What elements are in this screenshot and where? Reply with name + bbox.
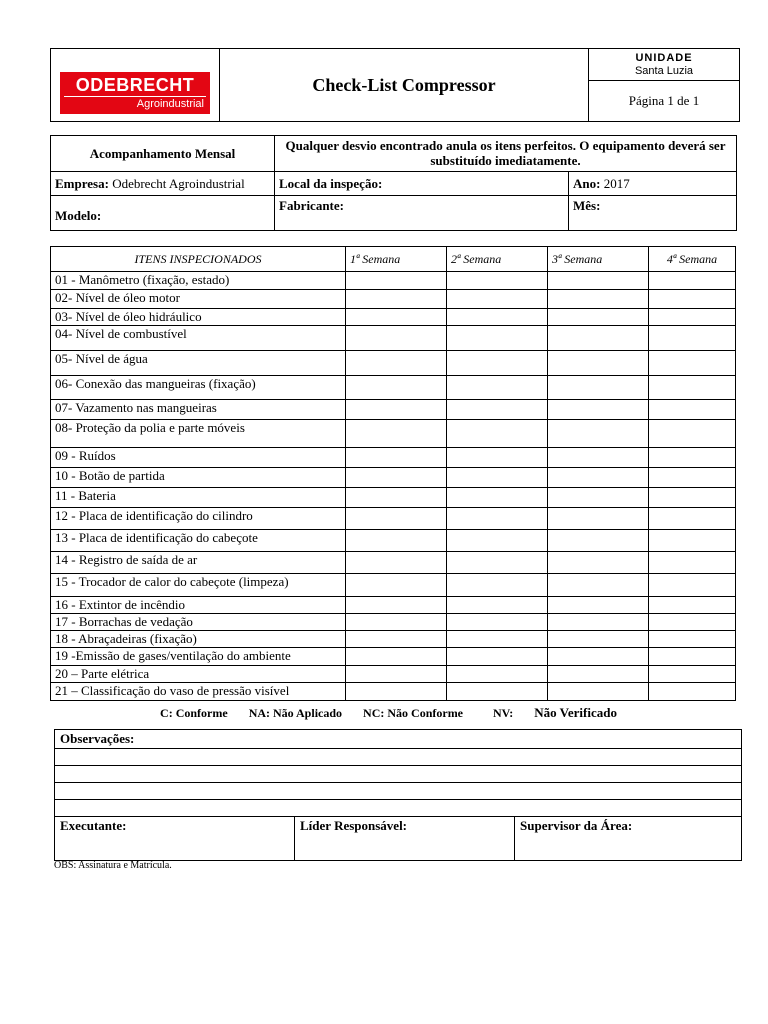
week-check-cell[interactable] bbox=[548, 400, 649, 420]
week-check-cell[interactable] bbox=[346, 448, 447, 468]
legend-nao-conforme: NC: Não Conforme bbox=[363, 706, 464, 720]
month-label: Mês: bbox=[573, 198, 601, 213]
week-check-cell[interactable] bbox=[346, 326, 447, 351]
supervisor-signature[interactable] bbox=[515, 817, 742, 861]
item-label: 01 - Manômetro (fixação, estado) bbox=[51, 272, 346, 290]
executor-label: Executante: bbox=[60, 818, 127, 833]
week-check-cell[interactable] bbox=[346, 488, 447, 508]
week-check-cell[interactable] bbox=[447, 400, 548, 420]
week-check-cell[interactable] bbox=[447, 488, 548, 508]
leader-label: Líder Responsável: bbox=[300, 818, 408, 833]
week-check-cell[interactable] bbox=[447, 631, 548, 648]
table-row bbox=[51, 290, 736, 309]
week-check-cell[interactable] bbox=[346, 614, 447, 631]
week-check-cell[interactable] bbox=[447, 309, 548, 326]
week-check-cell[interactable] bbox=[346, 351, 447, 376]
week-check-cell[interactable] bbox=[548, 326, 649, 351]
week-check-cell[interactable] bbox=[649, 488, 736, 508]
week-check-cell[interactable] bbox=[649, 597, 736, 614]
odebrecht-logo bbox=[60, 72, 210, 114]
observation-line[interactable] bbox=[55, 749, 742, 766]
week-check-cell[interactable] bbox=[649, 290, 736, 309]
week-check-cell[interactable] bbox=[447, 290, 548, 309]
legend-conforme: C: Conforme bbox=[160, 706, 228, 720]
logo-brand: ODEBRECHT bbox=[75, 75, 195, 95]
week-check-cell[interactable] bbox=[346, 574, 447, 597]
week-check-cell[interactable] bbox=[447, 552, 548, 574]
table-row bbox=[51, 272, 736, 290]
executor-signature[interactable] bbox=[55, 817, 295, 861]
week-check-cell[interactable] bbox=[447, 376, 548, 400]
observation-line[interactable] bbox=[55, 783, 742, 800]
item-label: 09 - Ruídos bbox=[51, 448, 346, 468]
item-label: 17 - Borrachas de vedação bbox=[51, 614, 346, 631]
week-check-cell[interactable] bbox=[649, 376, 736, 400]
week-check-cell[interactable] bbox=[649, 683, 736, 701]
observations-label: Observações: bbox=[55, 730, 742, 749]
week-check-cell[interactable] bbox=[447, 574, 548, 597]
week-check-cell[interactable] bbox=[649, 326, 736, 351]
legend-nao-aplicado: NA: Não Aplicado bbox=[248, 706, 343, 720]
item-label: 08- Proteção da polia e parte móveis bbox=[51, 420, 346, 448]
company-value: Odebrecht Agroindustrial bbox=[112, 175, 245, 191]
model-label: Modelo: bbox=[55, 208, 102, 223]
inspection-items-table bbox=[50, 246, 736, 701]
week-check-cell[interactable] bbox=[346, 309, 447, 326]
table-row bbox=[51, 648, 736, 666]
status-legend bbox=[50, 705, 736, 721]
week-check-cell[interactable] bbox=[447, 666, 548, 683]
table-row bbox=[51, 574, 736, 597]
observation-line[interactable] bbox=[55, 800, 742, 817]
week-check-cell[interactable] bbox=[346, 530, 447, 552]
item-label: 15 - Trocador de calor do cabeçote (limpeza) bbox=[51, 574, 346, 597]
year-label: Ano: bbox=[573, 175, 601, 191]
week-check-cell[interactable] bbox=[548, 552, 649, 574]
item-label: 07- Vazamento nas mangueiras bbox=[51, 400, 346, 420]
week-check-cell[interactable] bbox=[649, 666, 736, 683]
week-check-cell[interactable] bbox=[649, 309, 736, 326]
location-field[interactable] bbox=[275, 172, 569, 196]
item-label: 05- Nível de água bbox=[51, 351, 346, 376]
week-check-cell[interactable] bbox=[346, 400, 447, 420]
week-check-cell[interactable] bbox=[548, 420, 649, 448]
table-row bbox=[51, 326, 736, 351]
document-title: Check-List Compressor bbox=[220, 49, 589, 122]
week-check-cell[interactable] bbox=[447, 420, 548, 448]
week-check-cell[interactable] bbox=[447, 614, 548, 631]
leader-signature[interactable] bbox=[295, 817, 515, 861]
unit-label: UNIDADE bbox=[635, 51, 693, 64]
week-check-cell[interactable] bbox=[649, 614, 736, 631]
document-header bbox=[50, 48, 740, 122]
week-check-cell[interactable] bbox=[548, 448, 649, 468]
month-field[interactable] bbox=[569, 196, 737, 231]
week-check-cell[interactable] bbox=[447, 351, 548, 376]
item-label: 03- Nível de óleo hidráulico bbox=[51, 309, 346, 326]
week-check-cell[interactable] bbox=[548, 683, 649, 701]
week-check-cell[interactable] bbox=[346, 272, 447, 290]
week-check-cell[interactable] bbox=[548, 574, 649, 597]
table-row bbox=[51, 508, 736, 530]
week-header: 1ª Semana bbox=[346, 247, 447, 272]
item-label: 04- Nível de combustível bbox=[51, 326, 346, 351]
week-check-cell[interactable] bbox=[649, 648, 736, 666]
week-check-cell[interactable] bbox=[649, 508, 736, 530]
table-row bbox=[51, 530, 736, 552]
week-check-cell[interactable] bbox=[447, 683, 548, 701]
company-label: Empresa: bbox=[55, 175, 109, 191]
week-check-cell[interactable] bbox=[346, 468, 447, 488]
week-check-cell[interactable] bbox=[548, 631, 649, 648]
page-number: Página 1 de 1 bbox=[589, 81, 740, 122]
item-label: 02- Nível de óleo motor bbox=[51, 290, 346, 309]
item-label: 12 - Placa de identificação do cilindro bbox=[51, 508, 346, 530]
item-label: 14 - Registro de saída de ar bbox=[51, 552, 346, 574]
legend-nv-prefix: NV: bbox=[493, 706, 514, 720]
week-check-cell[interactable] bbox=[346, 597, 447, 614]
week-check-cell[interactable] bbox=[548, 488, 649, 508]
observations-signatures bbox=[54, 729, 742, 861]
table-row bbox=[51, 468, 736, 488]
table-row bbox=[51, 488, 736, 508]
week-check-cell[interactable] bbox=[447, 448, 548, 468]
week-check-cell[interactable] bbox=[447, 508, 548, 530]
week-check-cell[interactable] bbox=[346, 683, 447, 701]
observation-line[interactable] bbox=[55, 766, 742, 783]
table-row bbox=[51, 376, 736, 400]
logo-subtext: Agroindustrial bbox=[136, 98, 204, 110]
week-check-cell[interactable] bbox=[447, 272, 548, 290]
week-check-cell[interactable] bbox=[346, 376, 447, 400]
week-check-cell[interactable] bbox=[447, 468, 548, 488]
week-check-cell[interactable] bbox=[649, 530, 736, 552]
week-header: 3ª Semana bbox=[548, 247, 649, 272]
table-row bbox=[51, 666, 736, 683]
table-row bbox=[51, 597, 736, 614]
week-check-cell[interactable] bbox=[649, 574, 736, 597]
week-check-cell[interactable] bbox=[346, 420, 447, 448]
logo-cell bbox=[51, 49, 220, 122]
week-check-cell[interactable] bbox=[649, 631, 736, 648]
inspection-info bbox=[50, 135, 737, 231]
week-check-cell[interactable] bbox=[548, 272, 649, 290]
monitoring-label: Acompanhamento Mensal bbox=[51, 136, 275, 172]
company-field[interactable] bbox=[51, 172, 275, 196]
location-label: Local da inspeção: bbox=[279, 175, 383, 191]
unit-cell bbox=[589, 49, 740, 81]
week-check-cell[interactable] bbox=[649, 351, 736, 376]
week-check-cell[interactable] bbox=[649, 552, 736, 574]
item-label: 13 - Placa de identificação do cabeçote bbox=[51, 530, 346, 552]
table-row bbox=[51, 683, 736, 701]
week-check-cell[interactable] bbox=[649, 272, 736, 290]
item-label: 19 -Emissão de gases/ventilação do ambiente bbox=[51, 648, 346, 666]
table-row bbox=[51, 420, 736, 448]
items-header: ITENS INSPECIONADOS bbox=[51, 247, 346, 272]
item-label: 16 - Extintor de incêndio bbox=[51, 597, 346, 614]
week-check-cell[interactable] bbox=[649, 468, 736, 488]
table-row bbox=[51, 400, 736, 420]
table-row bbox=[51, 448, 736, 468]
item-label: 06- Conexão das mangueiras (fixação) bbox=[51, 376, 346, 400]
week-check-cell[interactable] bbox=[346, 508, 447, 530]
supervisor-label: Supervisor da Área: bbox=[520, 818, 633, 833]
week-check-cell[interactable] bbox=[649, 448, 736, 468]
week-check-cell[interactable] bbox=[548, 351, 649, 376]
week-check-cell[interactable] bbox=[548, 597, 649, 614]
unit-value: Santa Luzia bbox=[634, 64, 694, 77]
warning-text: Qualquer desvio encontrado anula os itens perfeitos. O equipamento deverá ser substituído imediatamente. bbox=[275, 136, 737, 172]
maker-label: Fabricante: bbox=[279, 198, 344, 213]
week-check-cell[interactable] bbox=[649, 400, 736, 420]
week-check-cell[interactable] bbox=[548, 614, 649, 631]
week-check-cell[interactable] bbox=[649, 420, 736, 448]
week-check-cell[interactable] bbox=[548, 376, 649, 400]
item-label: 11 - Bateria bbox=[51, 488, 346, 508]
table-row bbox=[51, 631, 736, 648]
table-row bbox=[51, 552, 736, 574]
week-check-cell[interactable] bbox=[447, 648, 548, 666]
week-check-cell[interactable] bbox=[346, 648, 447, 666]
week-check-cell[interactable] bbox=[548, 468, 649, 488]
item-label: 21 – Classificação do vaso de pressão visível bbox=[51, 683, 346, 701]
item-label: 10 - Botão de partida bbox=[51, 468, 346, 488]
maker-field[interactable] bbox=[275, 196, 569, 231]
legend-nao-verificado: Não Verificado bbox=[534, 705, 617, 720]
table-row bbox=[51, 309, 736, 326]
item-label: 20 – Parte elétrica bbox=[51, 666, 346, 683]
week-check-cell[interactable] bbox=[447, 597, 548, 614]
week-header: 4ª Semana bbox=[649, 247, 736, 272]
week-check-cell[interactable] bbox=[346, 666, 447, 683]
week-check-cell[interactable] bbox=[548, 508, 649, 530]
week-check-cell[interactable] bbox=[548, 648, 649, 666]
week-check-cell[interactable] bbox=[447, 326, 548, 351]
model-field[interactable] bbox=[51, 196, 275, 231]
week-header: 2ª Semana bbox=[447, 247, 548, 272]
table-row bbox=[51, 614, 736, 631]
table-row bbox=[51, 351, 736, 376]
week-check-cell[interactable] bbox=[548, 290, 649, 309]
year-field[interactable] bbox=[569, 172, 737, 196]
week-check-cell[interactable] bbox=[346, 290, 447, 309]
week-check-cell[interactable] bbox=[346, 552, 447, 574]
week-check-cell[interactable] bbox=[548, 666, 649, 683]
week-check-cell[interactable] bbox=[346, 631, 447, 648]
item-label: 18 - Abraçadeiras (fixação) bbox=[51, 631, 346, 648]
signature-note: OBS: Assinatura e Matrícula. bbox=[54, 860, 172, 871]
week-check-cell[interactable] bbox=[548, 309, 649, 326]
week-check-cell[interactable] bbox=[447, 530, 548, 552]
week-check-cell[interactable] bbox=[548, 530, 649, 552]
year-value: 2017 bbox=[603, 175, 630, 191]
